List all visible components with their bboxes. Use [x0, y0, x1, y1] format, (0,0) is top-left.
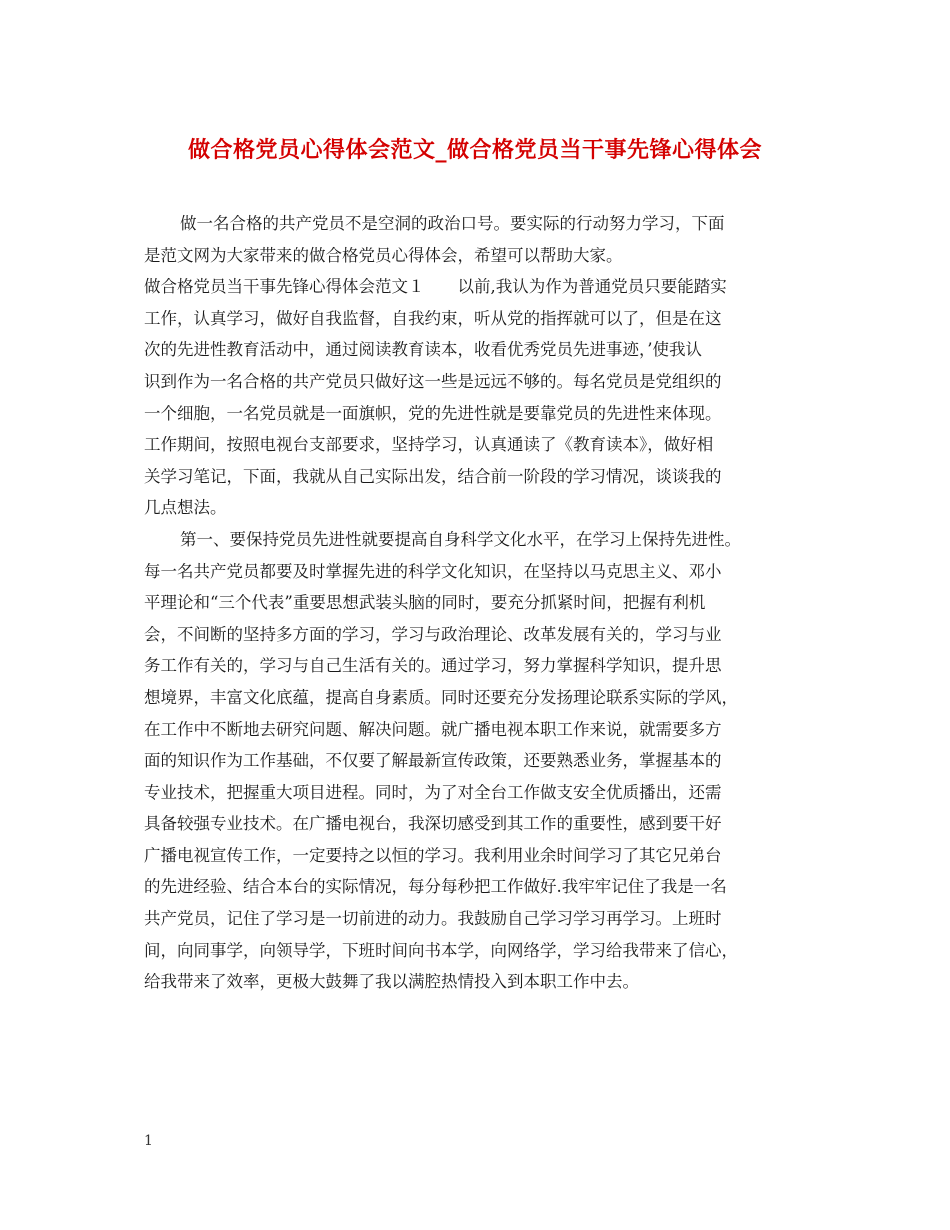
- body-line: 具备较强专业技术。在广播电视台，我深切感受到其工作的重要性，感到要干好: [144, 814, 722, 834]
- body-line: 工作期间，按照电视台支部要求，坚持学习，认真通读了《教育读本》，做好相: [144, 435, 714, 455]
- body-line: 广播电视宣传工作，一定要持之以恒的学习。我利用业余时间学习了其它兄弟台: [144, 845, 722, 865]
- body-line: 是范文网为大家带来的做合格党员心得体会，希望可以帮助大家。: [144, 245, 623, 265]
- body-line: 给我带来了效率，更极大鼓舞了我以满腔热情投入到本职工作中去。: [144, 972, 639, 992]
- body-line: 一个细胞，一名党员就是一面旗帜，党的先进性就是要靠党员的先进性来体现。: [144, 403, 722, 423]
- body-line: 几点想法。: [144, 498, 227, 518]
- body-line: 间，向同事学，向领导学，下班时间向书本学，向网络学，学习给我带来了信心，: [144, 940, 738, 960]
- body-line: 共产党员，记住了学习是一切前进的动力。我鼓励自己学习学习再学习。上班时: [144, 909, 722, 929]
- document-body: [144, 208, 820, 998]
- body-line: 在工作中不断地去研究问题、解决问题。就广播电视本职工作来说，就需要多方: [144, 719, 722, 739]
- page-number: 1: [144, 1133, 153, 1149]
- body-line: 识到作为一名合格的共产党员只做好这一些是远远不够的。每名党员是党组织的: [144, 371, 722, 391]
- body-line: 关学习笔记，下面，我就从自己实际出发，结合前一阶段的学习情况，谈谈我的: [144, 466, 722, 486]
- body-line: 第一、要保持党员先进性就要提高自身科学文化水平，在学习上保持先进性。: [180, 529, 741, 549]
- body-line: 平理论和“三个代表”重要思想武装头脑的同时，要充分抓紧时间，把握有利机: [144, 593, 706, 613]
- body-line: 的先进经验、结合本台的实际情况，每分每秒把工作做好.我牢牢记住了我是一名: [144, 877, 727, 897]
- body-line: 会，不间断的坚持多方面的学习，学习与政治理论、改革发展有关的，学习与业: [144, 624, 722, 644]
- document-title: 做合格党员心得体会范文_做合格党员当干事先锋心得体会: [187, 137, 762, 163]
- body-line: 想境界，丰富文化底蕴，提高自身素质。同时还要充分发扬理论联系实际的学风，: [144, 687, 738, 707]
- body-line: 次的先进性教育活动中，通过阅读教育读本，收看优秀党员先进事迹，’使我认: [144, 340, 702, 360]
- body-line: 专业技术，把握重大项目进程。同时，为了对全台工作做支安全优质播出，还需: [144, 782, 722, 802]
- body-line: 做合格党员当干事先锋心得体会范文１ 以前,我认为作为普通党员只要能踏实: [144, 277, 727, 297]
- body-line: 面的知识作为工作基础，不仅要了解最新宣传政策，还要熟悉业务，掌握基本的: [144, 751, 722, 771]
- body-line: 每一名共产党员都要及时掌握先进的科学文化知识，在坚持以马克思主义、邓小: [144, 561, 722, 581]
- body-line: 做一名合格的共产党员不是空洞的政治口号。要实际的行动努力学习，下面: [180, 214, 725, 233]
- body-line: 工作，认真学习，做好自我监督，自我约束，听从党的指挥就可以了，但是在这: [144, 308, 722, 328]
- body-line: 务工作有关的，学习与自己生活有关的。通过学习，努力掌握科学知识，提升思: [144, 656, 722, 676]
